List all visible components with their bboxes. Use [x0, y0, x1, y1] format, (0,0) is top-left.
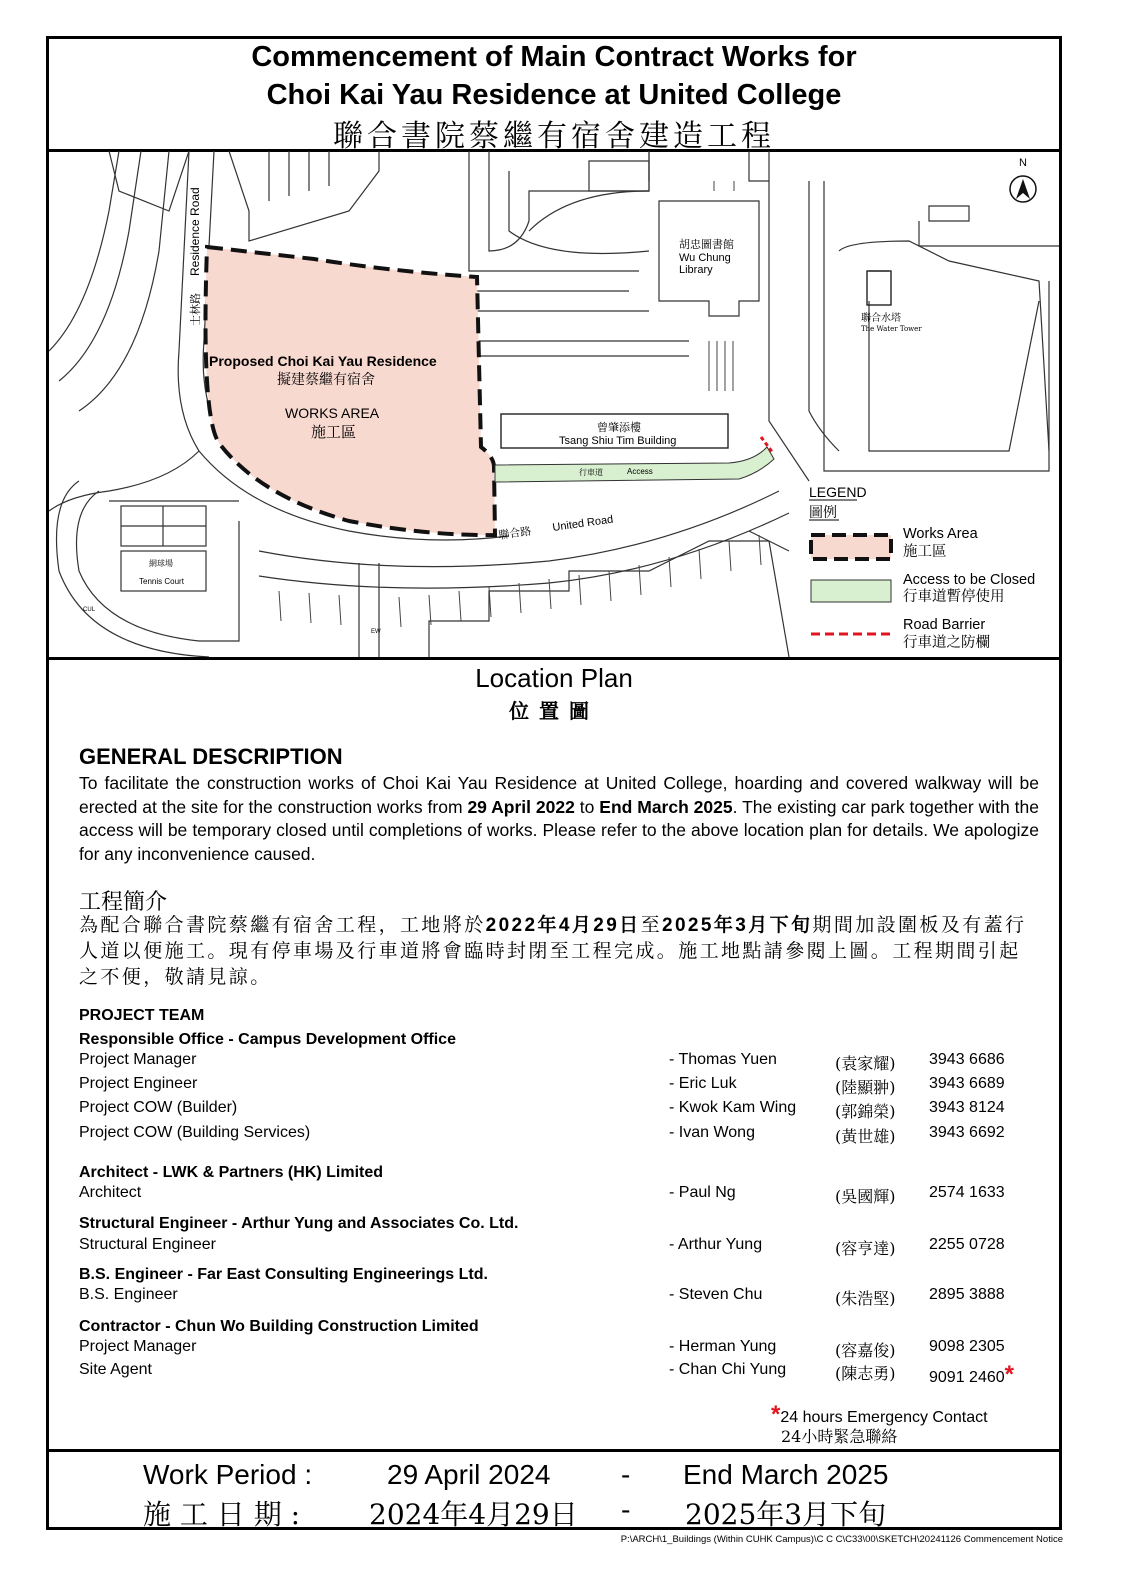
access-label-zh: 行車道	[579, 468, 603, 477]
legend-barrier-zh: 行車道之防欄	[903, 635, 990, 651]
role-label: Project COW (Builder)	[79, 1099, 238, 1116]
person-name: - Thomas Yuen	[669, 1051, 777, 1068]
bs-engineer-group: B.S. Engineer - Far East Consulting Engineerings Ltd.	[79, 1266, 488, 1283]
united-road-label-en: United Road	[551, 513, 614, 534]
person-name-zh: (陳志勇)	[835, 1364, 896, 1383]
cul-label: CUL	[83, 607, 96, 613]
chinese-description-text: 為配合聯合書院蔡繼有宿舍工程，工地將於2022年4月29日至2025年3月下旬期間加設圍板及有蓋行人道以便施工。現有停車場及行車道將會臨時封閉至工程完成。施工地點請參閱上圖。工程期間引起之不便，敬請見諒。	[79, 915, 1027, 988]
tennis-label-en: Tennis Court	[139, 577, 184, 586]
work-period-start: 29 April 2024	[387, 1459, 551, 1490]
phone-number: 3943 8124	[929, 1099, 1005, 1116]
residence-road-label: Residence Road	[188, 187, 202, 276]
person-name-zh: (朱浩堅)	[835, 1289, 896, 1308]
person-name: - Kwok Kam Wing	[669, 1099, 797, 1116]
legend-barrier-en: Road Barrier	[903, 617, 986, 633]
legend-title-zh: 圖例	[809, 504, 837, 520]
residence-label-zh: 擬建蔡繼有宿舍	[277, 371, 375, 387]
work-period-end-zh: 2025年3月下旬	[685, 1498, 887, 1531]
access-label-en: Access	[627, 467, 653, 476]
person-name: - Chan Chi Yung	[669, 1361, 787, 1378]
phone-number: 3943 6689	[929, 1075, 1005, 1092]
access-closed-shape	[495, 447, 774, 482]
phone-number: 3943 6692	[929, 1124, 1005, 1141]
role-label: Project Manager	[79, 1338, 197, 1355]
emergency-contact-note: *24 hours Emergency Contact	[771, 1401, 988, 1428]
works-area-shape	[206, 247, 496, 535]
legend-access-zh: 行車道暫停使用	[903, 589, 1005, 605]
emergency-contact-note-zh: 24小時緊急聯絡	[781, 1427, 898, 1446]
location-plan-title: Location Plan	[475, 663, 633, 693]
person-name-zh: (容亨達)	[835, 1239, 896, 1258]
emergency-star-icon: *	[1004, 1361, 1014, 1388]
ew-label: EW	[371, 629, 381, 635]
person-name: - Ivan Wong	[669, 1124, 755, 1141]
legend-works-en: Works Area	[903, 526, 978, 542]
file-path-footer: P:\ARCH\1_Buildings (Within CUHK Campus)\C C C\C33\00\SKETCH\20241126 Commencement Notice	[620, 1534, 1063, 1545]
chinese-description-heading: 工程簡介	[79, 889, 168, 914]
works-area-label-zh: 施工區	[311, 424, 357, 441]
project-team-heading: PROJECT TEAM	[79, 1007, 205, 1024]
person-name: - Arthur Yung	[669, 1236, 763, 1253]
residence-road-label-zh: 士林路	[190, 293, 202, 326]
role-label: Project Engineer	[79, 1075, 198, 1092]
person-name-zh: (郭錦榮)	[835, 1102, 896, 1121]
phone-number: 2574 1633	[929, 1184, 1005, 1201]
title-line-1: Commencement of Main Contract Works for	[251, 41, 857, 73]
work-period-dash: -	[621, 1459, 631, 1490]
general-description-text: To facilitate the construction works of Choi Kai Yau Residence at United College, hoarding and covered walkway will be erected at the site for the construction works from 29 April 2022 to End March 2025. The existing car park together with the access will be temporary closed until completions of works. Please refer to the above location plan for details. We apologize for any inconvenience caused.	[79, 773, 1039, 864]
person-name-zh: (吳國輝)	[835, 1187, 896, 1206]
building-label-en: Tsang Shiu Tim Building	[559, 435, 677, 447]
role-label: Architect	[79, 1184, 142, 1201]
role-label: B.S. Engineer	[79, 1286, 178, 1303]
legend-access-swatch	[811, 580, 891, 602]
architect-group: Architect - LWK & Partners (HK) Limited	[79, 1164, 384, 1181]
location-plan-map	[49, 151, 1059, 657]
legend	[805, 483, 1059, 657]
person-name-zh: (黃世雄)	[835, 1127, 896, 1146]
start-date: 29 April 2022	[467, 796, 575, 817]
structural-engineer-group: Structural Engineer - Arthur Yung and Associates Co. Ltd.	[79, 1215, 519, 1232]
end-date-zh: 2025年3月下旬	[661, 915, 813, 936]
library-label-zh: 胡忠圖書館	[679, 239, 734, 251]
phone-number: 9091 2460*	[929, 1361, 1014, 1388]
role-label: Structural Engineer	[79, 1236, 216, 1253]
water-tower-label-zh: 聯合水塔	[861, 313, 901, 324]
work-period-end: End March 2025	[683, 1459, 889, 1490]
divider	[49, 657, 1059, 660]
end-date: End March 2025	[599, 796, 733, 817]
united-road-label-zh: 聯合路	[497, 525, 533, 542]
role-label: Site Agent	[79, 1361, 152, 1378]
notice-frame	[46, 36, 1062, 1530]
phone-number: 3943 6686	[929, 1051, 1005, 1068]
person-name-zh: (袁家耀)	[835, 1054, 896, 1073]
works-area-label-en: WORKS AREA	[285, 405, 380, 421]
legend-works-swatch	[811, 535, 891, 559]
person-name: - Paul Ng	[669, 1184, 736, 1201]
phone-number: 2895 3888	[929, 1286, 1005, 1303]
role-label: Project Manager	[79, 1051, 197, 1068]
title-chinese: 聯合書院蔡繼有宿舍建造工程	[333, 119, 775, 154]
location-plan-title-zh: 位置圖	[509, 701, 599, 723]
person-name-zh: (容嘉俊)	[835, 1341, 896, 1360]
start-date-zh: 2022年4月29日	[485, 915, 641, 936]
north-arrow-icon	[1010, 176, 1036, 202]
emergency-star-icon: *	[771, 1401, 781, 1428]
person-name: - Eric Luk	[669, 1075, 737, 1092]
legend-title: LEGEND	[809, 484, 867, 500]
phone-number: 9098 2305	[929, 1338, 1005, 1355]
residence-label-en: Proposed Choi Kai Yau Residence	[209, 353, 437, 369]
water-tower-label-en: The Water Tower	[861, 325, 922, 333]
work-period-dash-zh: -	[621, 1493, 631, 1526]
library-label-en1: Wu Chung	[679, 252, 731, 264]
person-name: - Steven Chu	[669, 1286, 763, 1303]
person-name-zh: (陸顯翀)	[835, 1078, 896, 1097]
phone-number: 2255 0728	[929, 1236, 1005, 1253]
library-label-en2: Library	[679, 264, 713, 276]
north-label: N	[1019, 157, 1027, 169]
legend-works-zh: 施工區	[903, 544, 947, 560]
legend-access-en: Access to be Closed	[903, 572, 1036, 588]
title-line-2: Choi Kai Yau Residence at United College	[266, 79, 842, 111]
divider	[49, 1449, 1059, 1452]
role-label: Project COW (Building Services)	[79, 1124, 311, 1141]
person-name: - Herman Yung	[669, 1338, 777, 1355]
tennis-label-zh: 網球場	[149, 559, 173, 568]
general-description-heading: GENERAL DESCRIPTION	[79, 744, 343, 769]
contractor-group: Contractor - Chun Wo Building Construction Limited	[79, 1318, 479, 1335]
work-period-label-zh: 施 工 日 期 :	[143, 1498, 301, 1531]
work-period-label: Work Period :	[143, 1459, 313, 1490]
building-label-zh: 曾肇添樓	[597, 422, 641, 434]
responsible-office: Responsible Office - Campus Development Office	[79, 1031, 456, 1048]
work-period-start-zh: 2024年4月29日	[369, 1498, 578, 1531]
